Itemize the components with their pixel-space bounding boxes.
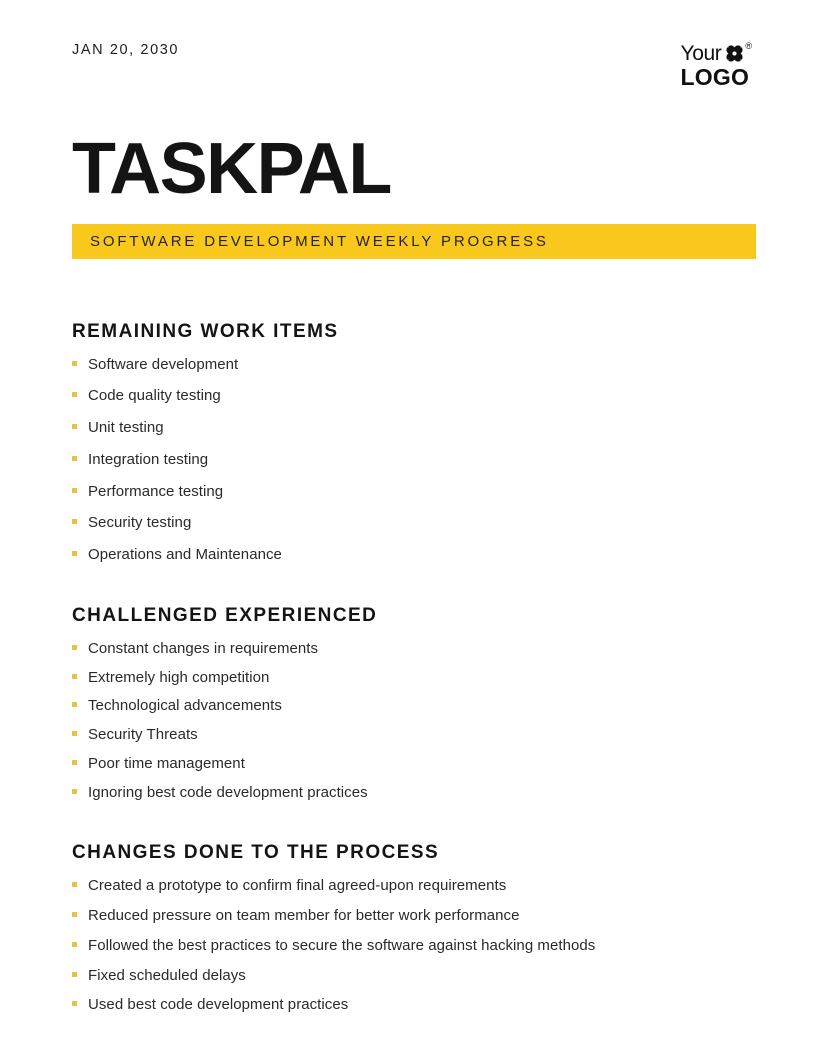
bullet-square-icon (72, 645, 77, 650)
list-item-label: Poor time management (88, 754, 245, 772)
bullet-square-icon (72, 519, 77, 524)
registered-trademark-icon: ® (745, 41, 752, 51)
bullet-square-icon (72, 789, 77, 794)
list-item (72, 419, 756, 438)
content-sections (60, 321, 756, 1016)
list-item (72, 387, 756, 406)
list-item (72, 907, 756, 926)
changes-list (72, 877, 756, 1015)
list-item (72, 726, 756, 745)
list-item (72, 996, 756, 1015)
bullet-square-icon (72, 702, 77, 707)
list-item (72, 755, 756, 774)
list-item-label: Security Threats (88, 726, 198, 744)
list-item-label: Operations and Maintenance (88, 546, 282, 564)
page-title: TASKPAL (72, 129, 391, 209)
logo-word-logo: LOGO (680, 64, 750, 90)
list-item (72, 451, 756, 470)
list-item-label: Created a prototype to confirm final agreed-upon requirements (88, 877, 507, 895)
bullet-square-icon (72, 551, 77, 556)
brand-logo (681, 42, 756, 90)
bullet-square-icon (72, 456, 77, 461)
bullet-square-icon (72, 731, 77, 736)
section-heading: CHANGES DONE TO THE PROCESS (72, 842, 440, 864)
list-item (72, 483, 756, 502)
section-heading: CHALLENGED EXPERIENCED (72, 604, 378, 626)
logo-word-your: Your (680, 41, 722, 65)
bullet-square-icon (72, 392, 77, 397)
list-item (72, 356, 756, 375)
bullet-square-icon (72, 674, 77, 679)
quatrefoil-icon (725, 44, 744, 63)
bullet-square-icon (72, 424, 77, 429)
list-item (72, 967, 756, 986)
list-item (72, 640, 756, 659)
list-item (72, 937, 756, 956)
list-item (72, 514, 756, 533)
list-item-label: Code quality testing (88, 387, 221, 405)
section-heading: REMAINING WORK ITEMS (72, 320, 339, 342)
bullet-square-icon (72, 1001, 77, 1006)
list-item-label: Technological advancements (88, 697, 282, 715)
list-item-label: Software development (88, 355, 239, 373)
list-item-label: Reduced pressure on team member for better work performance (88, 907, 520, 925)
list-item-label: Ignoring best code development practices (88, 783, 368, 801)
list-item-label: Followed the best practices to secure the software against hacking methods (88, 936, 596, 954)
section-changes-done-to-process (72, 842, 756, 1015)
list-item (72, 877, 756, 896)
list-item-label: Performance testing (88, 482, 224, 500)
document-date: JAN 20, 2030 (72, 42, 180, 58)
section-remaining-work-items (72, 321, 756, 565)
bullet-square-icon (72, 361, 77, 366)
bullet-square-icon (72, 760, 77, 765)
bullet-square-icon (72, 972, 77, 977)
list-item-label: Integration testing (88, 450, 209, 468)
remaining-work-items-list (72, 356, 756, 565)
bullet-square-icon (72, 488, 77, 493)
list-item (72, 546, 756, 565)
list-item-label: Security testing (88, 514, 192, 532)
list-item-label: Fixed scheduled delays (88, 966, 246, 984)
list-item-label: Constant changes in requirements (88, 639, 319, 657)
list-item-label: Unit testing (88, 419, 164, 437)
list-item (72, 697, 756, 716)
list-item-label: Used best code development practices (88, 996, 349, 1014)
challenges-list (72, 640, 756, 803)
bullet-square-icon (72, 912, 77, 917)
list-item (72, 784, 756, 803)
list-item-label: Extremely high competition (88, 668, 270, 686)
document-header (60, 0, 756, 108)
bullet-square-icon (72, 942, 77, 947)
title-block (60, 129, 756, 209)
section-challenges-experienced (72, 605, 756, 803)
subtitle-text: SOFTWARE DEVELOPMENT WEEKLY PROGRESS (90, 232, 549, 250)
list-item (72, 669, 756, 688)
subtitle-banner (72, 224, 756, 259)
logo-top-row (681, 42, 752, 64)
bullet-square-icon (72, 882, 77, 887)
